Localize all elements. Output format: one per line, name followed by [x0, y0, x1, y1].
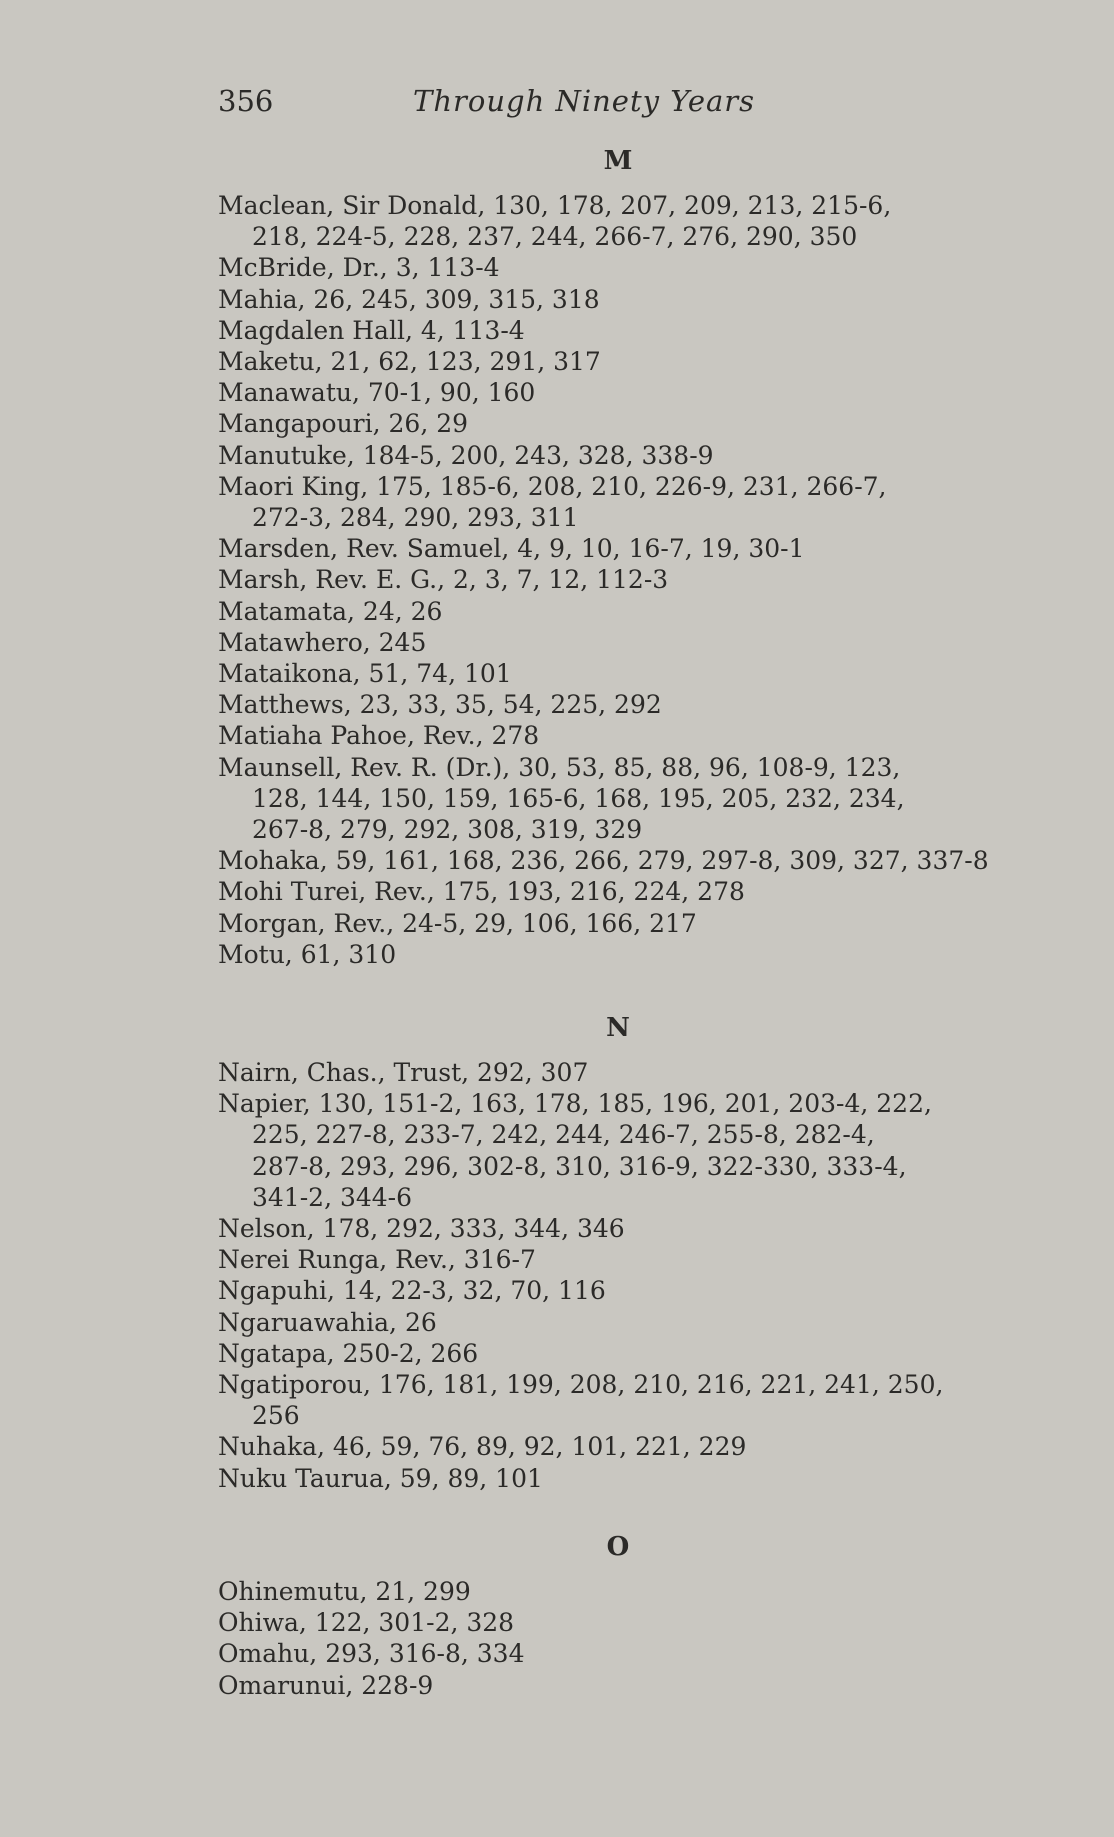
index-entry-line: Nairn, Chas., Trust, 292, 307	[218, 1058, 589, 1087]
index-entry	[218, 908, 988, 939]
index-entry-line: Nerei Runga, Rev., 316-7	[218, 1245, 536, 1275]
index-entry	[218, 346, 988, 377]
index-section-m	[218, 146, 988, 970]
index-entry	[218, 752, 988, 846]
index-entry	[218, 533, 988, 564]
index-entry	[218, 190, 988, 252]
section-letter: N	[606, 1013, 630, 1043]
index-entry	[218, 1463, 988, 1494]
index-entry	[218, 1275, 988, 1306]
index-entry-line: Omahu, 293, 316-8, 334	[218, 1639, 525, 1669]
index-entry	[218, 845, 988, 876]
index-entry-line: Matiaha Pahoe, Rev., 278	[218, 721, 540, 751]
index-entry-line: Nelson, 178, 292, 333, 344, 346	[218, 1214, 625, 1244]
section-letter: O	[606, 1532, 630, 1562]
index-entry	[218, 627, 988, 658]
index-entry	[218, 284, 988, 315]
index-entry-line: Ngatapa, 250-2, 266	[218, 1338, 479, 1368]
index-entry-line: Marsden, Rev. Samuel, 4, 9, 10, 16-7, 19, 30-1	[218, 534, 805, 564]
index-section-o	[218, 1532, 988, 1701]
index-entry-line: 128, 144, 150, 159, 165-6, 168, 195, 205, 232, 234,	[252, 783, 905, 813]
index-entry	[218, 1607, 988, 1638]
index-entry	[218, 1431, 988, 1462]
index-entry-line: Magdalen Hall, 4, 113-4	[218, 315, 525, 345]
index-entry	[218, 1244, 988, 1275]
index-entry-line: Omarunui, 228-9	[218, 1670, 434, 1700]
index-entry	[218, 315, 988, 346]
running-header	[218, 84, 778, 124]
index-entry	[218, 1307, 988, 1338]
index-entry-line: Ohinemutu, 21, 299	[218, 1577, 471, 1606]
index-entry-line: Mataikona, 51, 74, 101	[218, 659, 512, 689]
index-entry-line: Napier, 130, 151-2, 163, 178, 185, 196, 201, 203-4, 222,	[218, 1089, 932, 1119]
page-number: 356	[218, 84, 274, 118]
index-entry-line: Manawatu, 70-1, 90, 160	[218, 378, 536, 408]
index-entry-line: 341-2, 344-6	[252, 1182, 413, 1212]
index-entry-line: Matamata, 24, 26	[218, 596, 443, 626]
index-entry	[218, 1088, 988, 1213]
index-entry	[218, 564, 988, 595]
index-entry-line: Matthews, 23, 33, 35, 54, 225, 292	[218, 690, 662, 720]
index-section-n	[218, 1013, 988, 1494]
index-entry-line: Ohiwa, 122, 301-2, 328	[218, 1608, 515, 1638]
index-entry-line: Ngatiporou, 176, 181, 199, 208, 210, 216, 221, 241, 250,	[218, 1370, 944, 1400]
index-entry	[218, 1057, 988, 1088]
index-entry-line: 225, 227-8, 233-7, 242, 244, 246-7, 255-8, 282-4,	[252, 1120, 875, 1150]
section-letter: M	[603, 146, 633, 176]
index-entry-line: Morgan, Rev., 24-5, 29, 106, 166, 217	[218, 908, 697, 938]
index-entry	[218, 408, 988, 439]
index-entry	[218, 689, 988, 720]
index-entry	[218, 471, 988, 533]
index-entry-line: Ngapuhi, 14, 22-3, 32, 70, 116	[218, 1276, 606, 1306]
index-entry	[218, 1638, 988, 1669]
index-entry-line: Nuku Taurua, 59, 89, 101	[218, 1463, 543, 1493]
index-entry	[218, 876, 988, 907]
entry-list	[218, 190, 988, 970]
index-entry	[218, 252, 988, 283]
index-entry	[218, 1369, 988, 1431]
index-entry-line: Mangapouri, 26, 29	[218, 409, 469, 439]
running-title: Through Ninety Years	[413, 84, 756, 118]
index-entry-line: Nuhaka, 46, 59, 76, 89, 92, 101, 221, 229	[218, 1432, 747, 1462]
index-entry-line: Maori King, 175, 185-6, 208, 210, 226-9, 231, 266-7,	[218, 471, 887, 501]
entry-list	[218, 1576, 988, 1701]
index-entry-line: 256	[252, 1401, 300, 1431]
index-entry-line: Matawhero, 245	[218, 627, 427, 657]
index-entry	[218, 939, 988, 970]
index-entry-line: McBride, Dr., 3, 113-4	[218, 253, 500, 283]
index-entry-line: 287-8, 293, 296, 302-8, 310, 316-9, 322-330, 333-4,	[252, 1151, 907, 1181]
index-entry-line: Manutuke, 184-5, 200, 243, 328, 338-9	[218, 440, 714, 470]
index-entry	[218, 1338, 988, 1369]
index-entry-line: Mahia, 26, 245, 309, 315, 318	[218, 284, 600, 314]
entry-list	[218, 1057, 988, 1494]
index-entry-line: Mohi Turei, Rev., 175, 193, 216, 224, 278	[218, 877, 745, 907]
index-entry	[218, 377, 988, 408]
index-entry	[218, 658, 988, 689]
index-entry	[218, 1576, 988, 1607]
index-entry-line: Maketu, 21, 62, 123, 291, 317	[218, 347, 601, 377]
index-entry	[218, 1670, 988, 1701]
index-entry-line: Mohaka, 59, 161, 168, 236, 266, 279, 297-8, 309, 327, 337-8	[218, 846, 989, 876]
index-entry-line: Maunsell, Rev. R. (Dr.), 30, 53, 85, 88, 96, 108-9, 123,	[218, 752, 901, 782]
index-entry	[218, 596, 988, 627]
index-entry-line: Marsh, Rev. E. G., 2, 3, 7, 12, 112-3	[218, 565, 669, 595]
index-entry-line: Ngaruawahia, 26	[218, 1307, 437, 1337]
index-entry-line: Motu, 61, 310	[218, 939, 397, 969]
index-entry	[218, 440, 988, 471]
index-entry	[218, 1213, 988, 1244]
index-entry-line: Maclean, Sir Donald, 130, 178, 207, 209, 213, 215-6,	[218, 191, 892, 220]
index-entry	[218, 720, 988, 751]
index-entry-line: 272-3, 284, 290, 293, 311	[252, 503, 579, 533]
index-entry-line: 267-8, 279, 292, 308, 319, 329	[252, 815, 643, 845]
index-entry-line: 218, 224-5, 228, 237, 244, 266-7, 276, 290, 350	[252, 222, 858, 252]
